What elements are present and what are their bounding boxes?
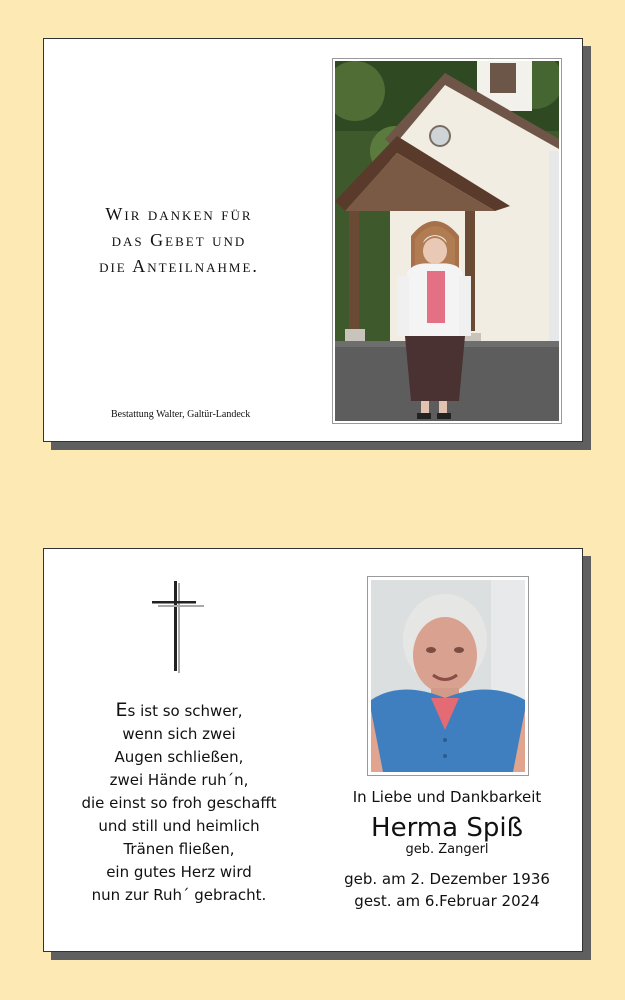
death-date: gest. am 6.Februar 2024 bbox=[354, 892, 540, 910]
cross-icon bbox=[152, 581, 204, 673]
thanks-line: Wir danken für bbox=[105, 204, 253, 224]
undertaker-credit: Bestattung Walter, Galtür-Landeck bbox=[111, 409, 251, 420]
poem-line: Tränen fließen, bbox=[123, 840, 235, 858]
portrait-photo-image bbox=[371, 580, 525, 772]
poem-line: ein gutes Herz wird bbox=[106, 863, 252, 881]
life-dates bbox=[322, 868, 572, 912]
poem bbox=[44, 699, 314, 907]
thanks-line: das Gebet und bbox=[111, 230, 247, 250]
poem-first-letter: E bbox=[115, 699, 128, 721]
thanks-text bbox=[44, 201, 314, 279]
maiden-name: geb. Zangerl bbox=[405, 842, 489, 857]
chapel-photo-image bbox=[335, 61, 559, 421]
poem-line: wenn sich zwei bbox=[122, 725, 236, 743]
poem-line: nun zur Ruh´ gebracht. bbox=[91, 886, 267, 904]
deceased-name: Herma Spiß bbox=[371, 813, 523, 843]
front-card bbox=[43, 38, 583, 442]
poem-line bbox=[44, 699, 314, 723]
portrait-photo bbox=[367, 576, 529, 776]
chapel-photo bbox=[332, 58, 562, 424]
thanks-line: die Anteilnahme. bbox=[99, 256, 259, 276]
poem-line: und still und heimlich bbox=[98, 817, 260, 835]
back-card bbox=[43, 548, 583, 952]
poem-first-rest: s ist so schwer, bbox=[127, 702, 243, 720]
memorial-info bbox=[322, 787, 572, 912]
poem-line: Augen schließen, bbox=[114, 748, 244, 766]
birth-date: geb. am 2. Dezember 1936 bbox=[344, 870, 550, 888]
dedication: In Liebe und Dankbarkeit bbox=[352, 788, 542, 806]
poem-line: zwei Hände ruh´n, bbox=[109, 771, 249, 789]
poem-line: die einst so froh geschafft bbox=[81, 794, 277, 812]
